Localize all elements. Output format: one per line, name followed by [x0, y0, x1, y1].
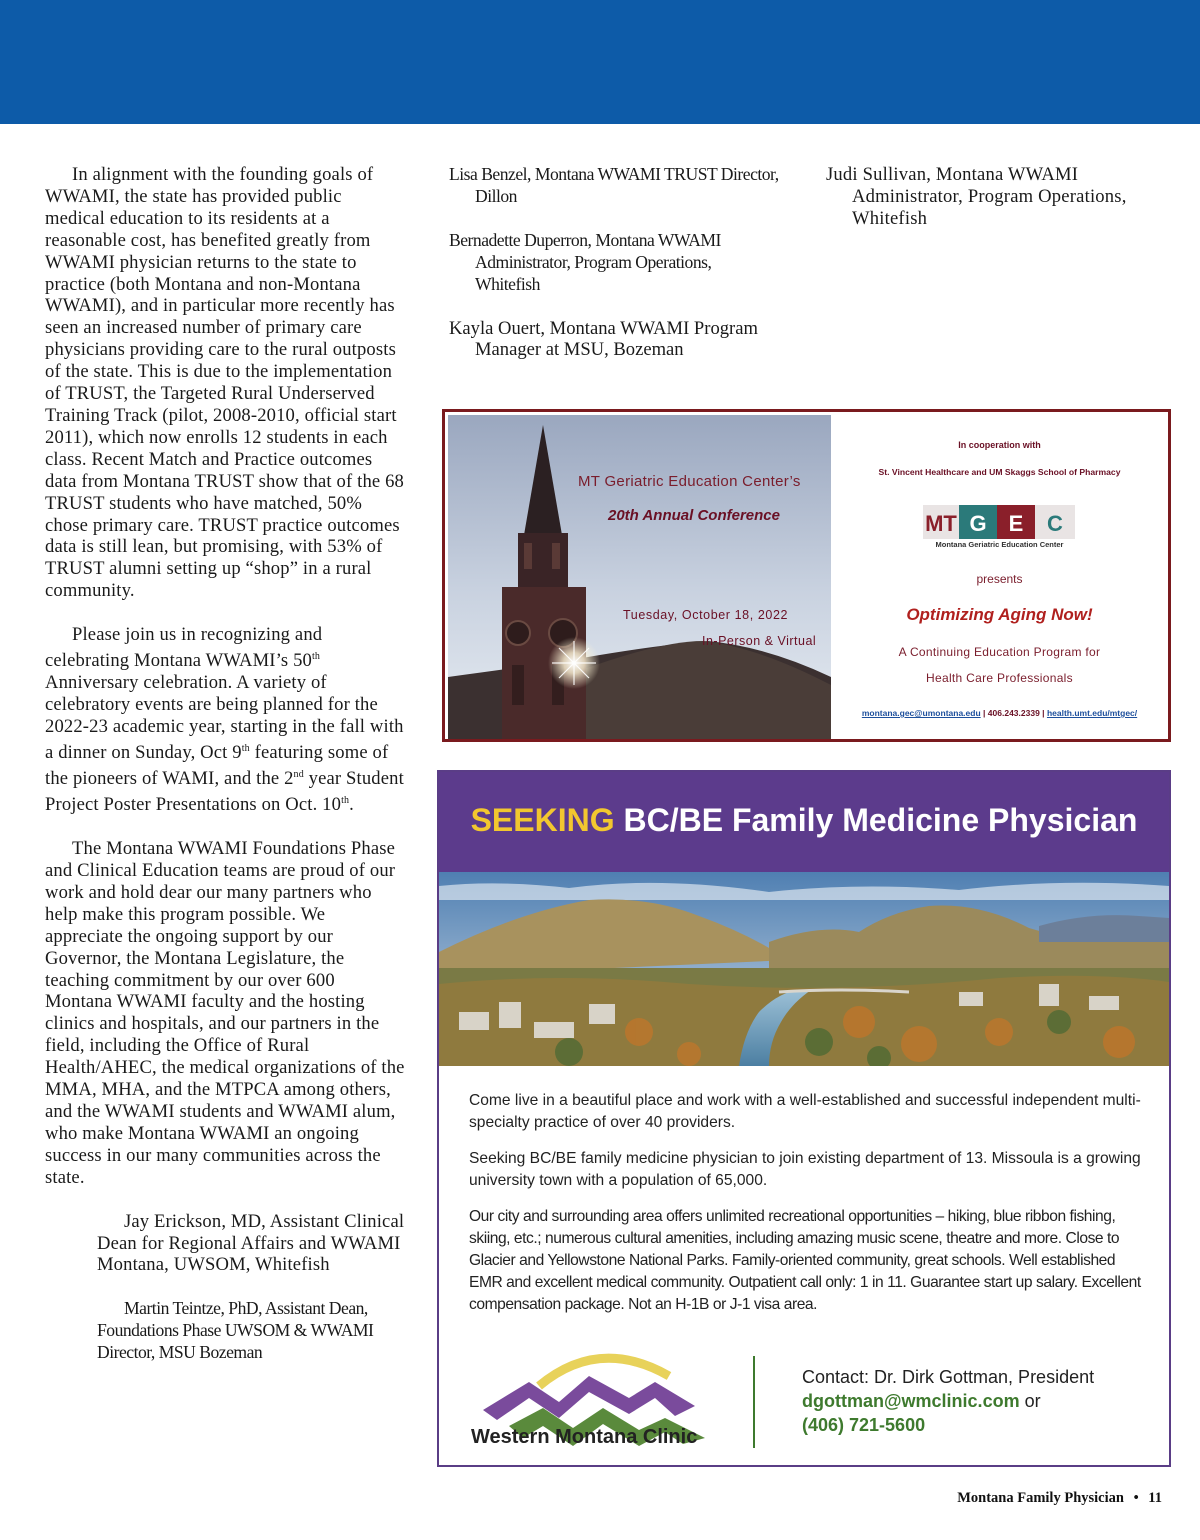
- signature: Jay Erickson, MD, Assistant Clinical Dean for Regional Affairs and WWAMI Montana, UWSOM, Whitefish: [97, 1210, 405, 1276]
- separator: |: [983, 708, 986, 718]
- headline-highlight: SEEKING: [470, 802, 615, 838]
- article-paragraph: [45, 624, 405, 816]
- footer-bullet: •: [1133, 1490, 1139, 1506]
- paragraph-text: .: [349, 794, 354, 816]
- cooperation-partners: St. Vincent Healthcare and UM Skaggs School of Pharmacy: [878, 467, 1121, 477]
- ad-paragraph: Our city and surrounding area offers unlimited recreational opportunities – hiking, blue ribbon fishing, skiing, etc.; numerous cultural amenities, including amazing music scene, theatre and more. Close to Glacier and Yellowstone National Parks. Family-oriented community, great schools. Well established EMR and excellent medical community. Outpatient call only: 1 in 11. Guarantee start up salary. Excellent compensation package. Not an H-1B or J-1 visa area.: [469, 1208, 1141, 1313]
- article-left-column: [45, 164, 405, 1364]
- conference-info-panel: [831, 415, 1168, 739]
- logo-letter-g: G: [969, 511, 987, 536]
- signature: Kayla Ouert, Montana WWAMI Program Manager at MSU, Bozeman: [449, 317, 758, 361]
- logo-subtitle: Montana Geriatric Education Center: [935, 540, 1064, 549]
- paragraph-text: Anniversary celebration. A variety of celebratory events are being planned for the 2022-23 academic year, starting in the fall with a dinner on Sunday, Oct 9: [45, 672, 404, 764]
- conference-ad: [442, 409, 1171, 742]
- paragraph-text: In alignment with the founding goals of WWAMI, the state has provided public medical education to its residents at a reasonable cost, has benefited greatly from WWAMI physician returns to the state to practice (both Montana and non-Montana WWAMI), and in particular more recently has seen an increased number of primary care physicians providing care to the rural outposts of the state. This is due to the implementation of TRUST, the Targeted Rural Underserved Training Track (pilot, 2008-2010, official start 2011), which now enrolls 12 students in each class. Recent Match and Practice outcomes data from Montana TRUST show that of the 68 TRUST students who have matched, 50% chose primary care. TRUST practice outcomes data is still lean, but promising, with 53% of TRUST alumni setting up “shop” in a rural community.: [45, 164, 404, 602]
- physician-ad-headline: [439, 802, 1169, 839]
- clinic-name: Western Montana Clinic: [471, 1426, 698, 1448]
- conference-email-link[interactable]: montana.gec@umontana.edu: [861, 708, 981, 718]
- superscript: th: [241, 742, 250, 754]
- presents-label: presents: [976, 572, 1023, 586]
- logo-letter-c: C: [1047, 511, 1063, 536]
- paragraph-text: featuring some of the pioneers of WAMI, and the 2: [45, 742, 389, 790]
- program-title: Optimizing Aging Now!: [906, 605, 1093, 624]
- contact-or: or: [1019, 1391, 1041, 1411]
- signature: Judi Sullivan, Montana WWAMI Administrator, Program Operations, Whitefish: [826, 164, 1127, 229]
- contact-email-line: [802, 1389, 1094, 1413]
- conference-mode: In-Person & Virtual: [702, 634, 817, 648]
- header-band: [0, 0, 1200, 124]
- physician-contact: [802, 1365, 1094, 1437]
- conference-title: MT Geriatric Education Center’s: [578, 473, 801, 490]
- logo-letter-e: E: [1008, 511, 1024, 536]
- conference-date: Tuesday, October 18, 2022: [623, 608, 789, 622]
- publication-name: Montana Family Physician: [957, 1490, 1124, 1506]
- physician-ad: [437, 770, 1171, 1467]
- paragraph-text: year Student Project Poster Presentations on Oct. 10: [45, 768, 404, 816]
- conference-subtitle: 20th Annual Conference: [608, 507, 780, 524]
- ad-paragraph: Come live in a beautiful place and work with a well-established and successful independent multi-specialty practice of over 40 providers.: [469, 1092, 1141, 1131]
- conference-website-link[interactable]: health.umt.edu/mtgec/: [1046, 708, 1138, 718]
- conference-phone: 406.243.2339: [987, 708, 1040, 718]
- paragraph-text: Please join us in recognizing and celebrating Montana WWAMI’s 50: [45, 624, 323, 672]
- physician-ad-body: [469, 1090, 1149, 1330]
- contact-email-link[interactable]: dgottman@wmclinic.com: [802, 1391, 1020, 1411]
- signature: Lisa Benzel, Montana WWAMI TRUST Director, Dillon: [449, 164, 779, 206]
- clock-tower-photo: [448, 415, 831, 739]
- separator: |: [1042, 708, 1045, 718]
- physician-ad-banner: [439, 772, 1169, 872]
- contact-label: Contact: Dr. Dirk Gottman, President: [802, 1367, 1095, 1387]
- ad-paragraph: Seeking BC/BE family medicine physician to join existing department of 13. Missoula is a growing university town with a population of 65,000.: [469, 1150, 1141, 1189]
- superscript: th: [311, 651, 321, 663]
- program-description: A Continuing Education Program for: [898, 645, 1101, 659]
- divider: [753, 1356, 755, 1448]
- headline-text: BC/BE Family Medicine Physician: [623, 802, 1138, 838]
- paragraph-text: The Montana WWAMI Foundations Phase and Clinical Education teams are proud of our work and hold dear our many partners who help make this program possible. We appreciate the ongoing support by our Governor, the Montana Legislature, the teaching commitment by our over 600 Montana WWAMI faculty and the hosting clinics and hospitals, and our partners in the field, including the Office of Rural Health/AHEC, the medical organizations of the MMA, MHA, and the MTPCA among others, and the WWAMI students and WWAMI alum, who make Montana WWAMI an ongoing success in our many communities across the state.: [45, 838, 405, 1188]
- article-paragraph: [45, 164, 405, 602]
- contact-phone: (406) 721-5600: [802, 1415, 926, 1435]
- logo-letters-mt: MT: [925, 511, 957, 536]
- page-footer: [957, 1490, 1162, 1507]
- signature: Bernadette Duperron, Montana WWAMI Administrator, Program Operations, Whitefish: [449, 229, 721, 294]
- signature: Martin Teintze, PhD, Assistant Dean, Foundations Phase UWSOM & WWAMI Director, MSU Bozeman: [97, 1298, 374, 1363]
- superscript: th: [341, 795, 350, 807]
- program-description: Health Care Professionals: [926, 671, 1073, 685]
- conference-contact: [831, 708, 1168, 718]
- page-number: 11: [1148, 1490, 1162, 1506]
- missoula-landscape-photo: [439, 872, 1169, 1066]
- cooperation-label: In cooperation with: [958, 440, 1041, 450]
- signatures-right-column: [826, 164, 1166, 252]
- superscript: nd: [293, 768, 304, 780]
- signatures-middle-column: [449, 164, 779, 383]
- article-paragraph: [45, 838, 405, 1189]
